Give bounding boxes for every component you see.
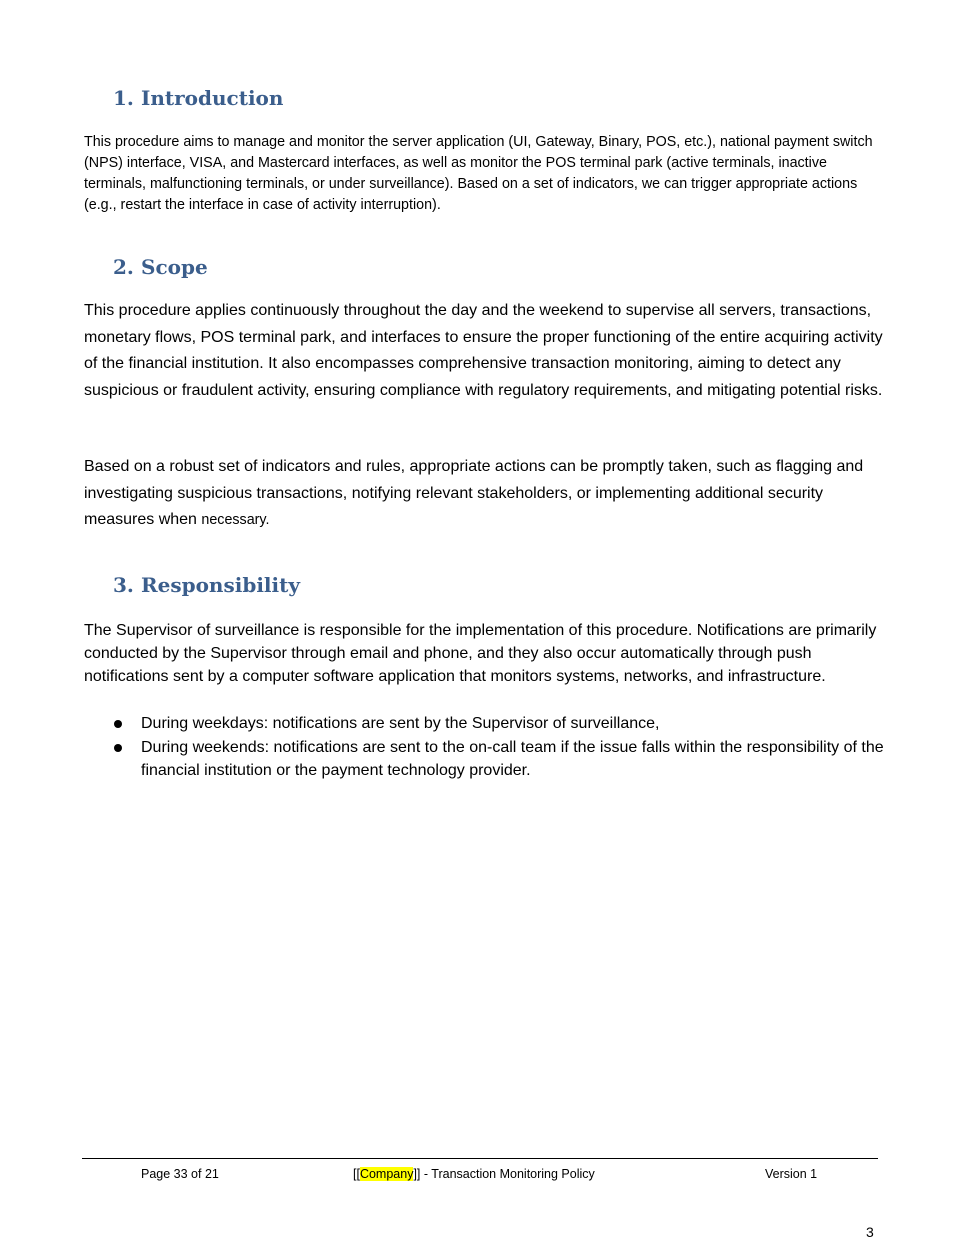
section-heading-introduction bbox=[113, 86, 283, 110]
footer-page-label: Page 33 of 21 bbox=[141, 1167, 219, 1181]
introduction-paragraph: This procedure aims to manage and monitor the server application (UI, Gateway, Binary, POS, etc.), national payment switch (NPS) interface, VISA, and Mastercard interfaces, as well as monitor the POS terminal park (active terminals, inactive terminals, malfunctioning terminals, or under surveillance). Based on a set of indicators, we can trigger appropriate actions (e.g., restart the interface in case of activity interruption). bbox=[84, 134, 873, 213]
footer-document-title bbox=[353, 1166, 595, 1182]
footer-divider bbox=[82, 1158, 878, 1159]
list-item-text: During weekends: notifications are sent to the on-call team if the issue falls within the responsibility of the financial institution or the payment technology provider. bbox=[141, 738, 884, 779]
list-item bbox=[84, 736, 884, 783]
scope-paragraph-1: This procedure applies continuously throughout the day and the weekend to supervise all servers, transactions, monetary flows, POS terminal park, and interfaces to ensure the proper functioning of the entire acquiring activity of the financial institution. It also encompasses comprehensive transaction monitoring, aiming to detect any suspicious or fraudulent activity, ensuring compliance with regulatory requirements, and mitigating potential risks. bbox=[84, 302, 883, 399]
page-number: 3 bbox=[866, 1224, 874, 1240]
scope-paragraph-2 bbox=[84, 454, 884, 534]
section-number: 1. bbox=[113, 86, 134, 110]
footer-company-suffix: ]] - Transaction Monitoring Policy bbox=[413, 1167, 595, 1181]
bullet-icon bbox=[114, 744, 122, 752]
scope-paragraph-2-text: Based on a robust set of indicators and rules, appropriate actions can be promptly taken, such as flagging and investigating suspicious transactions, notifying relevant stakeholders, or implementing additional security measures when bbox=[84, 458, 864, 528]
company-placeholder-highlight: Company bbox=[359, 1167, 414, 1181]
section-title: Introduction bbox=[141, 86, 284, 110]
section-number: 2. bbox=[113, 255, 134, 279]
bullet-icon bbox=[114, 720, 122, 728]
section-heading-scope bbox=[113, 255, 208, 279]
footer-company-prefix: [[ bbox=[353, 1167, 360, 1181]
list-item bbox=[84, 712, 884, 736]
responsibility-paragraph: The Supervisor of surveillance is responsible for the implementation of this procedure. Notifications are primarily conducted by the Supervisor through email and phone, and they also occur automatically through push notifications sent by a computer software application that monitors systems, networks, and infrastructure. bbox=[84, 622, 877, 685]
scope-paragraph-2-tail: necessary. bbox=[201, 512, 270, 528]
section-heading-responsibility bbox=[113, 573, 300, 597]
section-title: Scope bbox=[141, 255, 208, 279]
responsibility-bullet-list bbox=[84, 712, 884, 783]
section-number: 3. bbox=[113, 573, 134, 597]
list-item-text: During weekdays: notifications are sent by the Supervisor of surveillance, bbox=[141, 715, 660, 732]
section-title: Responsibility bbox=[141, 573, 300, 597]
footer-version: Version 1 bbox=[765, 1167, 818, 1181]
